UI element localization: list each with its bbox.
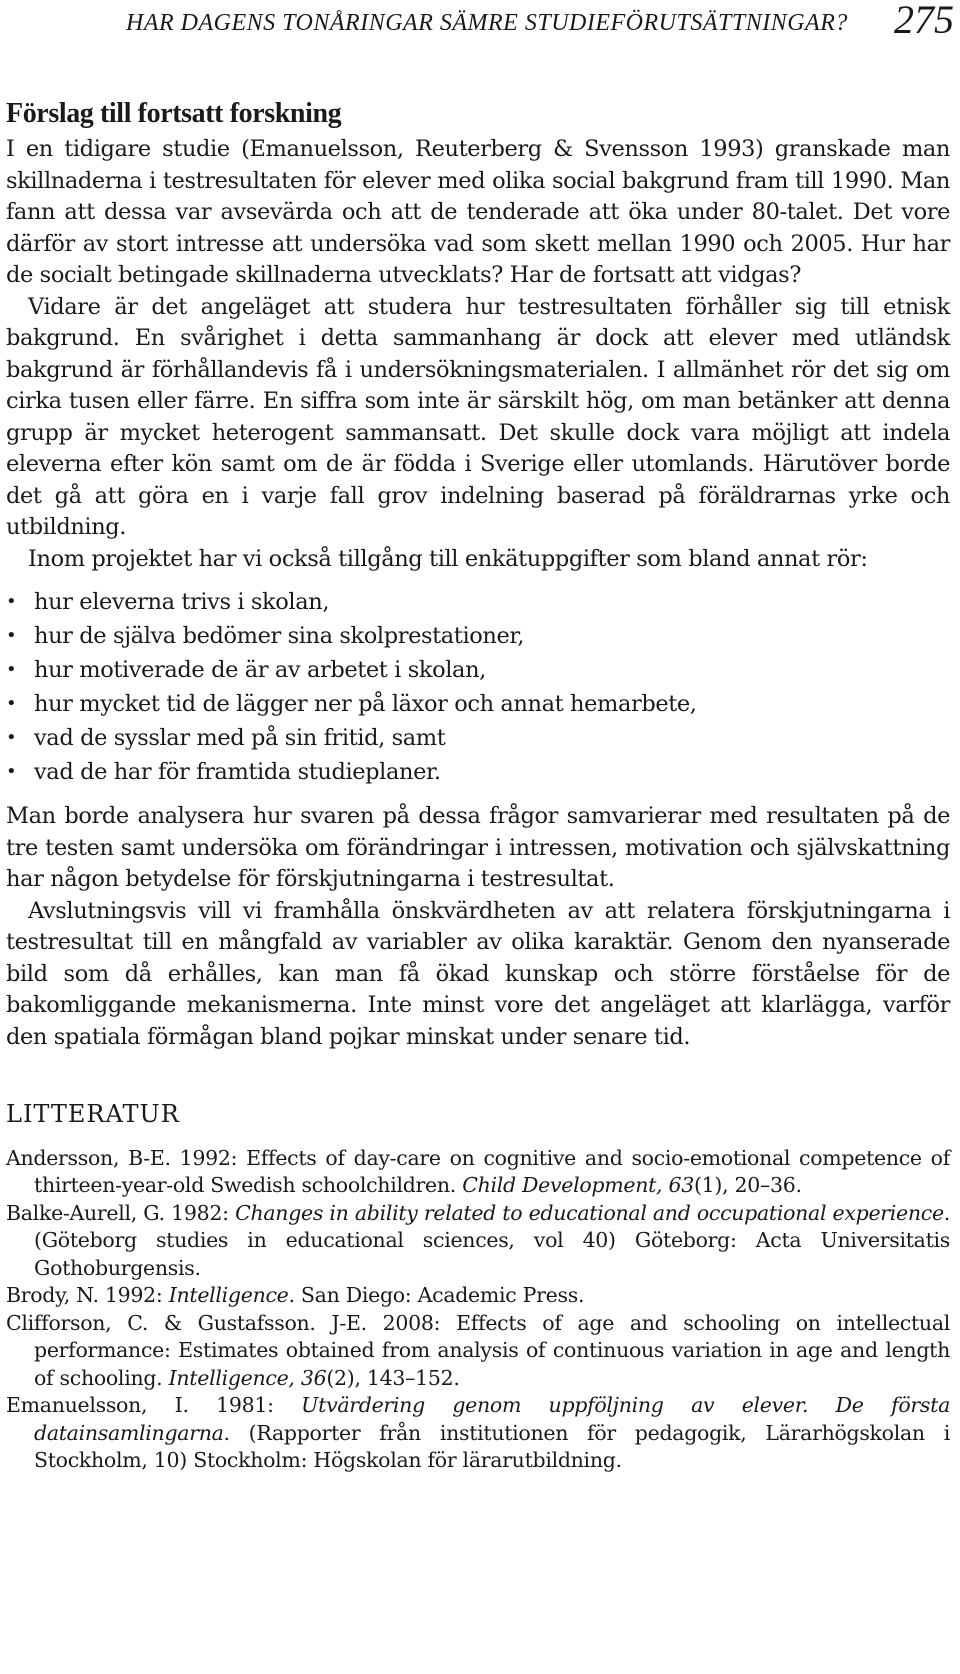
paragraph: Inom projektet har vi också tillgång till enkätuppgifter som bland annat rör:: [28, 545, 868, 572]
running-title: HAR DAGENS TONÅRINGAR SÄMRE STUDIEFÖRUTSÄTTNINGAR?: [126, 10, 848, 36]
bullet-icon: •: [6, 693, 17, 714]
reference-item: Balke-Aurell, G. 1982: Changes in ability related to educational and occupational experience. (Göteborg studies in educational sciences, vol 40) Göteborg: Acta Universitatis Gothoburgensis.: [6, 1200, 950, 1280]
list-item: [6, 585, 950, 619]
list-item-text: hur eleverna trivs i skolan,: [34, 589, 330, 615]
running-header: [0, 0, 960, 50]
section-heading: Förslag till fortsatt forskning: [6, 98, 342, 129]
reference-list: [6, 1145, 950, 1475]
list-item-text: hur motiverade de är av arbetet i skolan,: [34, 657, 486, 683]
paragraph: Vidare är det angeläget att studera hur testresultaten förhåller sig till etnisk bakgrund. En svårighet i detta sammanhang är dock att elever med utländsk bakgrund är förhållandevis få i undersökningsmaterialen. I allmänhet rör det sig om cirka tusen eller färre. En siffra som inte är särskilt hög, om man betänker att denna grupp är mycket heterogent sammansatt. Det skulle dock vara möjligt att indela eleverna efter kön samt om de är födda i Sverige eller utomlands. Härutöver borde det gå att göra en i varje fall grov indelning baserad på föräldrarnas yrke och utbildning.: [6, 293, 950, 540]
bullet-icon: •: [6, 761, 17, 782]
main-content: [6, 96, 950, 1475]
reference-item: Clifforson, C. & Gustafsson. J-E. 2008: Effects of age and schooling on intellectual performance: Estimates obtained from analysis of continuous variation in age and length of schooling. Intelligence, 36(2), 143–152.: [6, 1310, 950, 1390]
bullet-icon: •: [6, 625, 17, 646]
bullet-icon: •: [6, 727, 17, 748]
paragraph: Man borde analysera hur svaren på dessa frågor samvarierar med resultaten på de tre testen samt undersöka om förändringar i intressen, motivation och självskattning har någon betydelse för förskjutningarna i testresultat.: [6, 803, 950, 892]
list-item-text: hur mycket tid de lägger ner på läxor och annat hemarbete,: [34, 691, 697, 717]
reference-item: Andersson, B-E. 1992: Effects of day-care on cognitive and socio-emotional competence of thirteen-year-old Swedish schoolchildren. Child Development, 63(1), 20–36.: [6, 1145, 950, 1197]
list-item-text: vad de sysslar med på sin fritid, samt: [34, 725, 446, 751]
reference-item: Emanuelsson, I. 1981: Utvärdering genom uppföljning av elever. De första datainsamlingarna. (Rapporter från institutionen för pedagogik, Lärarhögskolan i Stockholm, 10) Stockholm: Högskolan för lärarutbildning.: [6, 1393, 950, 1472]
bullet-icon: •: [6, 659, 17, 680]
paragraph: I en tidigare studie (Emanuelsson, Reuterberg & Svensson 1993) granskade man skillnaderna i testresultaten för elever med olika social bakgrund fram till 1990. Man fann att dessa var avsevärda och att de tenderade att öka under 80-talet. Det vore därför av stort intresse att undersöka vad som skett mellan 1990 och 2005. Hur har de socialt betingade skillnaderna utvecklats? Har de fortsatt att vidgas?: [6, 136, 950, 288]
list-item: [6, 653, 950, 687]
page-number: 275: [894, 0, 954, 42]
bullet-icon: •: [6, 591, 17, 612]
bullet-list: [6, 585, 950, 789]
paragraph: Avslutningsvis vill vi framhålla önskvärdheten av att relatera förskjutningarna i testresultat till en mångfald av variabler av olika karaktär. Genom den nyanserade bild som då erhålles, kan man få ökad kunskap och större förståelse för de bakomliggande mekanismerna. Inte minst vore det angeläget att klarlägga, varför den spatiala förmågan bland pojkar minskat under senare tid.: [6, 897, 950, 1050]
list-item: [6, 721, 950, 755]
list-item: [6, 687, 950, 721]
list-item: [6, 755, 950, 789]
reference-item: Brody, N. 1992: Intelligence. San Diego: Academic Press.: [6, 1283, 585, 1307]
references-heading: LITTERATUR: [6, 1100, 180, 1128]
list-item: [6, 619, 950, 653]
list-item-text: vad de har för framtida studieplaner.: [34, 759, 441, 785]
list-item-text: hur de själva bedömer sina skolprestationer,: [34, 623, 525, 649]
